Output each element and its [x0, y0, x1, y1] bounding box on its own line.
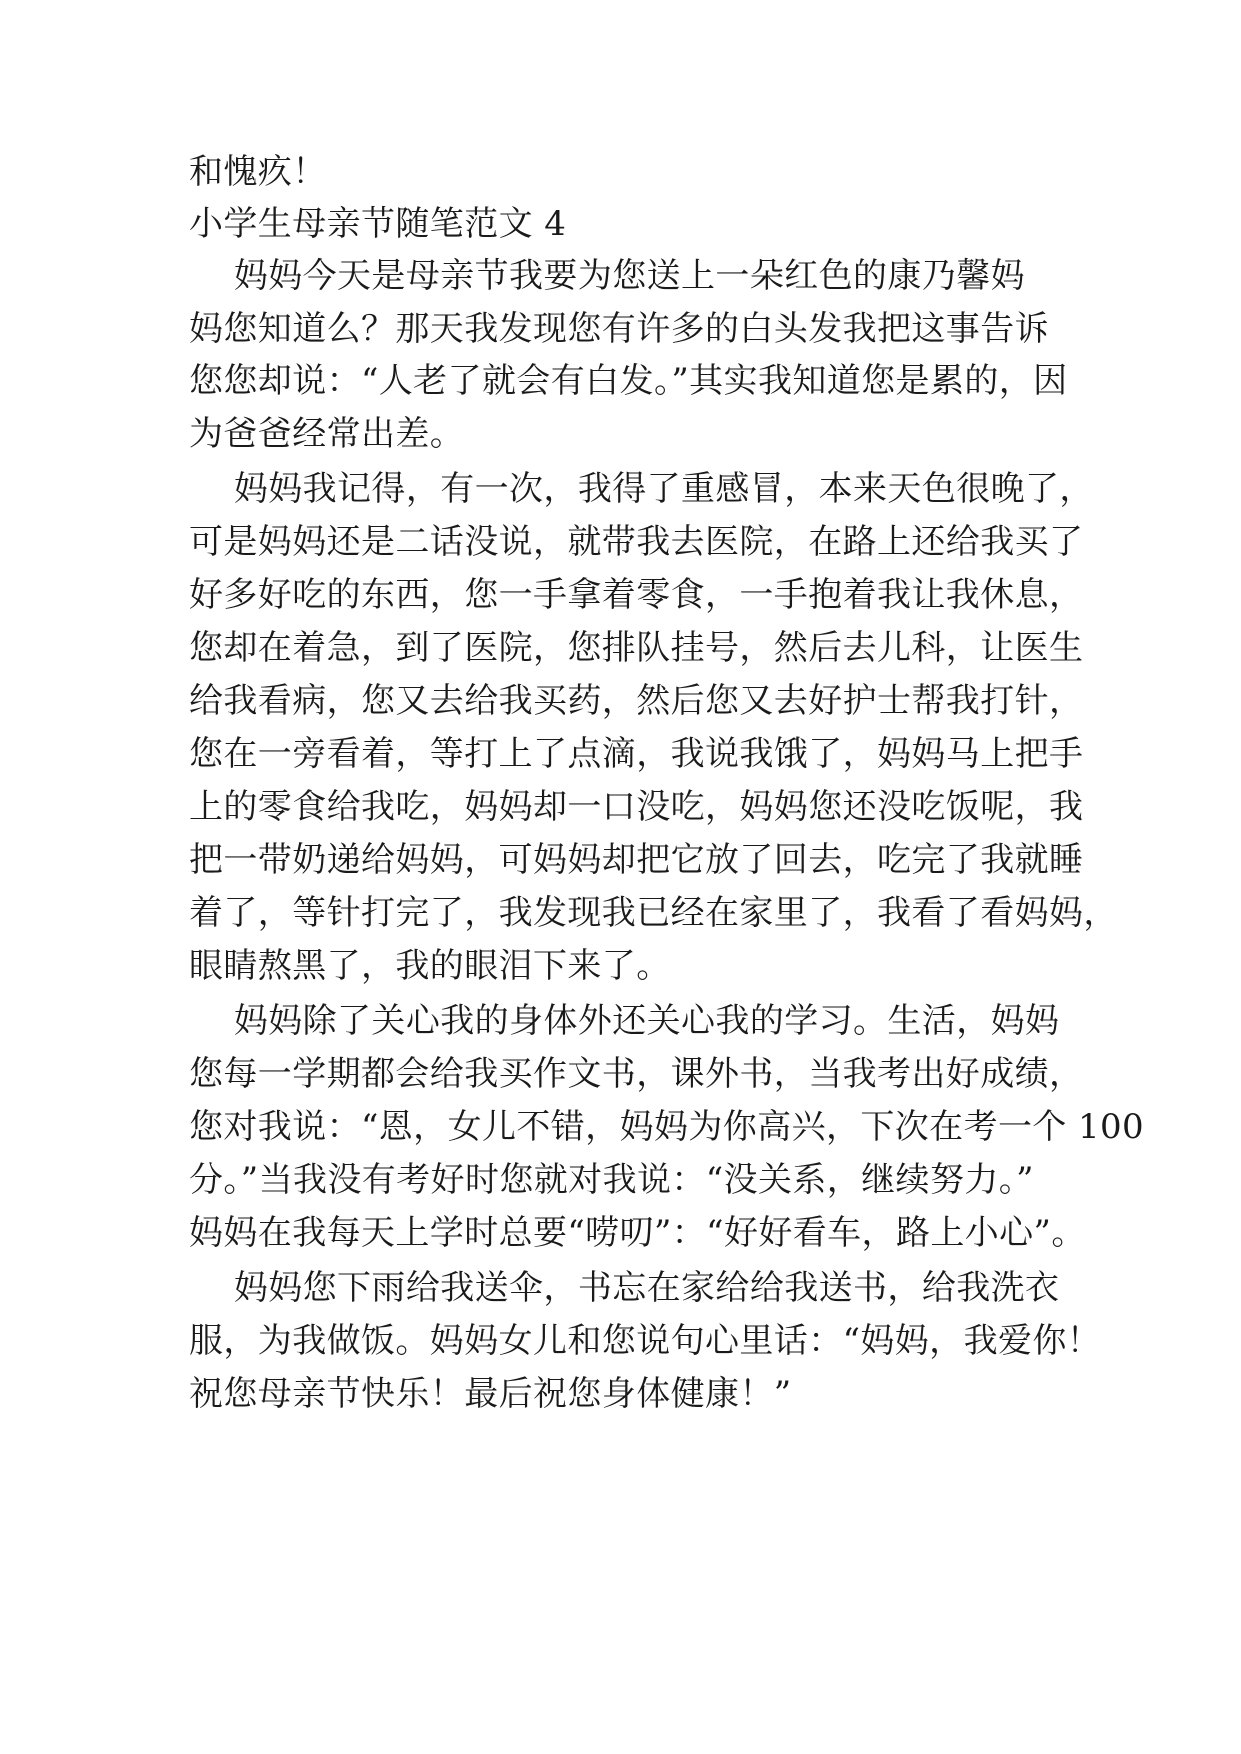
text-line: 妈妈今天是母亲节我要为您送上一朵红色的康乃馨妈 [189, 256, 1026, 296]
text-line: 为爸爸经常出差。 [189, 414, 465, 454]
text-line: 妈妈在我每天上学时总要“唠叨”：“好好看车，路上小心”。 [189, 1213, 1086, 1253]
text-line: 可是妈妈还是二话没说，就带我去医院，在路上还给我买了 [189, 522, 1084, 562]
text-line: 上的零食给我吃，妈妈却一口没吃，妈妈您还没吃饭呢，我 [189, 787, 1084, 827]
article-title: 小学生母亲节随笔范文 4 [189, 204, 567, 244]
text-line: 妈您知道么？那天我发现您有许多的白头发我把这事告诉 [189, 309, 1049, 349]
text-line: 妈妈我记得，有一次，我得了重感冒，本来天色很晚了， [189, 469, 1094, 509]
text-line: 妈妈除了关心我的身体外还关心我的学习。生活，妈妈 [189, 1001, 1060, 1041]
text-line: 服，为我做饭。妈妈女儿和您说句心里话：“妈妈，我爱你！ [189, 1321, 1102, 1361]
text-line: 妈妈您下雨给我送伞，书忘在家给给我送书，给我洗衣 [189, 1268, 1060, 1308]
text-line: 祝您母亲节快乐！最后祝您身体健康！” [189, 1374, 792, 1414]
text-line: 您在一旁看着，等打上了点滴，我说我饿了，妈妈马上把手 [189, 734, 1084, 774]
text-line: 好多好吃的东西，您一手拿着零食，一手抱着我让我休息， [189, 575, 1084, 615]
text-line: 您您却说：“人老了就会有白发。”其实我知道您是累的，因 [189, 361, 1068, 401]
text-line: 您对我说：“恩，女儿不错，妈妈为你高兴，下次在考一个 100 [189, 1107, 1145, 1147]
text-line: 您每一学期都会给我买作文书，课外书，当我考出好成绩， [189, 1054, 1084, 1094]
text-line: 分。”当我没有考好时您就对我说：“没关系，继续努力。” [189, 1160, 1034, 1200]
text-line: 眼睛熬黑了，我的眼泪下来了。 [189, 946, 671, 986]
text-line: 和愧疚！ [189, 152, 327, 192]
text-line: 着了，等针打完了，我发现我已经在家里了，我看了看妈妈， [189, 893, 1118, 933]
text-line: 把一带奶递给妈妈，可妈妈却把它放了回去，吃完了我就睡 [189, 840, 1084, 880]
text-line: 给我看病，您又去给我买药，然后您又去好护士帮我打针， [189, 681, 1084, 721]
text-line: 您却在着急，到了医院，您排队挂号，然后去儿科，让医生 [189, 628, 1084, 668]
